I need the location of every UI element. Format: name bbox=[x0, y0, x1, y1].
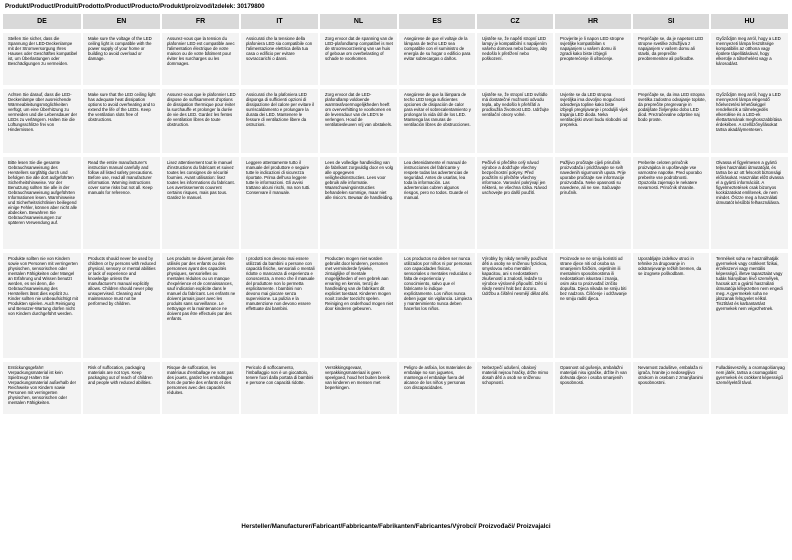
cell-suffocation-es: Peligro de asfixia, los materiales de embalaje no son juguetes, mantenga el embalaje fuera del alcance de los niños y personas con discapacidades. bbox=[398, 362, 476, 414]
cell-heat-si: Prepričajte se, da ima LED stropna svetilka zadostno odvajanje toplote, da preprečite pregrevanje in podaljšate življenjsko dobo LED diod. Prezračevalne odprtine naj bodo proste. bbox=[632, 89, 710, 153]
cell-voltage-en: Make sure the voltage of the LED ceiling light is compatible with the power supply of your home or building to avoid overload or damage. bbox=[82, 33, 161, 85]
cell-voltage-it: Assicurati che la tensione della plafoniera LED sia compatibile con l'alimentazione elettrica della tua casa o edificio per evitare sovraccarichi o danni. bbox=[240, 33, 319, 85]
product-header: Produkt/Product/Produit/Prodotto/Product/Producto/Produkt/proizvod/Izdelek: 30179800 bbox=[5, 3, 265, 10]
cell-suffocation-hu: Fulladásveszély, a csomagolóanyag nem játék, tartsa a csomagolást gyermekek és csökkent képességű személyektől távol. bbox=[710, 362, 789, 414]
cell-manual-it: Leggere attentamente tutto il manuale del produttore e seguire tutte le indicazioni di sicurezza riportate. Prima dell'uso leggere tutte le informazioni. Gli avvisi trattano alcuni rischi, ma non tutti. Conservare il manuale. bbox=[240, 157, 319, 249]
cell-children-es: Los productos no deben ser nunca utilizados por niños ni por personas con capacidades físicas, sensoriales o mentales reducidas o falta de experiencia y conocimiento, salvo que el fabricante lo indique explícitamente. Los niños nunca deben jugar sin vigilancia. Limpieza y mantenimiento nunca deben hacerlos los niños. bbox=[398, 253, 476, 358]
cell-manual-cz: Pečlivě si přečtěte celý návod výrobce a dodržujte všechny bezpečnostní pokyny. Před použitím si přečtěte všechny informace. Varování pokrývají jen některá, ne všechna rizika. Návod uschovejte pro další použití. bbox=[476, 157, 554, 249]
cell-voltage-nl: Zorg ervoor dat de spanning van de LED-plafondlamp compatibel is met de stroomvoorziening van uw huis of gebouw om overbelasting of schade te voorkomen. bbox=[319, 33, 398, 85]
cell-children-fr: Les produits ne doivent jamais être utilisés par des enfants ou des personnes ayant des capacités physiques, sensorielles ou mentales réduites ou un manque d'expérience et de connaissances, sauf indication explicite dans le manuel du fabricant. Les enfants ne doivent jamais jouer avec les produits sans surveillance. Le nettoyage et la maintenance ne doivent pas être effectués par des enfants. bbox=[161, 253, 240, 358]
cell-suffocation-cz: Nebezpečí udušení, obalový materiál nejsou hračky, držte mimo dosah dětí a osob se sníženou schopností. bbox=[476, 362, 554, 414]
cell-voltage-cz: Ujistěte se, že napětí stropní LED lampy je kompatibilní s napájením vašeho domova nebo budovy, aby nedošlo k přetížení nebo poškození. bbox=[476, 33, 554, 85]
table-row bbox=[3, 33, 789, 85]
cell-heat-de: Achten Sie darauf, dass die LED-Deckenlampe über ausreichende Wärmeableitungsmöglichkeiten verfügt, um eine Überhitzung zu vermeiden und die Lebensdauer der LEDs zu verlängern. Halten Sie die Lüftungsschlitze frei von Hindernissen. bbox=[3, 89, 82, 153]
cell-children-cz: Výrobky by nikdy neměly používat děti a osoby se sníženou fyzickou, smyslovou nebo mentální kapacitou, ani s nedostatkem zkušeností a znalostí, ledaže to výrobce výslovně připouští. Děti si nikdy nesmí hrát bez dozoru. Údržbu a čištění nesmějí dělat děti. bbox=[476, 253, 554, 358]
lang-header-en: EN bbox=[82, 14, 161, 29]
manufacturer-footer: Hersteller/Manufacturer/Fabricant/Fabbricante/Fabrikanten/Fabricantes/Výrobcí/ Proizvođači/ Proizvajalci bbox=[241, 523, 551, 530]
cell-manual-fr: Lisez attentivement tout le manuel d'instructions du fabricant et suivez toutes les consignes de sécurité fournies. Avant utilisation: lisez toutes les informations du fabricant. Les avertissements couvrent certains risques, mais pas tous. Gardez le manuel. bbox=[161, 157, 240, 249]
cell-manual-hr: Pažljivo pročitajte cijeli priručnik proizvođača i pridržavajte se svih navedenih sigurnosnih uputa. Prije uporabe pročitajte sve informacije proizvođača. Neke opasnosti su navedene, ali ne sve. Sačuvajte priručnik. bbox=[554, 157, 632, 249]
cell-suffocation-fr: Risque de suffocation, les matériaux d'emballage ne sont pas des jouets, gardez les emballages hors de portée des enfants et des personnes avec des capacités réduites. bbox=[161, 362, 240, 414]
lang-header-fr: FR bbox=[161, 14, 240, 29]
table-row bbox=[3, 89, 789, 153]
cell-suffocation-si: Nevarnost zadušitve, embalaža ni igrača, hranite jo nedosegljivo otrokom in osebam z zmanjšanimi sposobnostmi. bbox=[632, 362, 710, 414]
cell-heat-en: Make sure that the LED ceiling light has adequate heat dissipation options to avoid overheating and to extend the life of the LEDs. Keep the ventilation slots free of obstructions. bbox=[82, 89, 161, 153]
cell-children-en: Products should never be used by children or by persons with reduced physical, sensory or mental abilities or lack of experience and knowledge unless the manufacturer's manual explicitly allows. Children should never play unsupervised. Cleaning and maintenance must not be performed by children. bbox=[82, 253, 161, 358]
cell-voltage-hu: Győződjön meg arról, hogy a LED mennyezeti lámpa feszültsége kompatibilis az otthona vagy épülete tápellátásával, hogy elkerülje a túlterhelést vagy a károsodást. bbox=[710, 33, 789, 85]
cell-manual-en: Read the entire manufacturer's instruction manual carefully and follow all listed safety precautions. Before use, read all manufacturer information. Warning instructions cover some risks but not all. Keep manuals for reference. bbox=[82, 157, 161, 249]
cell-heat-it: Assicurati che la plafoniera LED disponga di sufficienti opzioni di dissipazione del calore per evitare il surriscaldamento e prolungare la durata dei LED. Mantenere le fessure di ventilazione libere da ostruzioni. bbox=[240, 89, 319, 153]
cell-manual-nl: Lees de volledige handleiding van de fabrikant zorgvuldig door en volg alle opgegeven veiligheidsinstructies. Lees voor gebruik alle informatie. Waarschuwingsinstructies behandelen sommige, maar niet alle risico's. Bewaar de handleiding. bbox=[319, 157, 398, 249]
cell-voltage-fr: Assurez-vous que la tension du plafonnier LED est compatible avec l'alimentation électrique de votre maison ou de votre bâtiment pour éviter les surcharges ou les dommages. bbox=[161, 33, 240, 85]
lang-header-it: IT bbox=[240, 14, 319, 29]
lang-header-hu: HU bbox=[710, 14, 789, 29]
cell-voltage-es: Asegúrese de que el voltaje de la lámpara de techo LED sea compatible con el suministro de energía de su hogar o edificio para evitar sobrecargas o daños. bbox=[398, 33, 476, 85]
table-row bbox=[3, 362, 789, 414]
cell-voltage-hr: Provjerite je li napon LED stropne svjetiljke kompatibilan s napajanjem u vašem domu ili zgradi kako biste izbjegli preopterećenje ili oštećenje. bbox=[554, 33, 632, 85]
lang-header-si: SI bbox=[632, 14, 710, 29]
cell-voltage-si: Prepričajte se, da je napetost LED stropne svetilke združljiva z napajanjem v vašem domu ali stavbi, da preprečite preobremenitev ali poškodbe. bbox=[632, 33, 710, 85]
cell-heat-fr: Assurez-vous que le plafonnier LED dispose de suffisamment d'options de dissipation thermique pour éviter la surchauffe et prolonger la durée de vie des LED. Gardez les fentes de ventilation libres de toute obstruction. bbox=[161, 89, 240, 153]
cell-heat-hu: Győződjön meg arról, hogy a LED mennyezeti lámpa elegendő hőelvezetési lehetőséggel rendelkezik a túlmelegedés elkerülése és a LED-ek élettartamának meghosszabbítása érdekében. A szellőzőnyílásokat tartsa akadálymentesen. bbox=[710, 89, 789, 153]
cell-children-nl: Producten mogen niet worden gebruikt door kinderen, personen met verminderde fysieke, zintuiglijke of mentale mogelijkheden of een gebrek aan ervaring en kennis, tenzij de handleiding van de fabrikant dit expliciet toestaat. Kinderen mogen nooit zonder toezicht spelen. Reiniging en onderhoud mogen niet door kinderen gebeuren. bbox=[319, 253, 398, 358]
cell-children-hr: Proizvode se ne smiju koristiti od strane djece niti od osoba sa smanjenim fizičkim, osjetilnim ili mentalnim sposobnostima ili nedostatkom iskustva i znanja, osim ako to proizvođač izričito dopušta. Djeca nikada ne smiju biti bez nadzora. Čišćenje i održavanje ne smiju raditi djeca. bbox=[554, 253, 632, 358]
lang-header-de: DE bbox=[3, 14, 82, 29]
cell-suffocation-en: Risk of suffocation, packaging materials are not toys. Keep packaging out of reach of children and people with reduced abilities. bbox=[82, 362, 161, 414]
table-row bbox=[3, 253, 789, 358]
language-header-row bbox=[3, 14, 789, 29]
lang-header-cz: CZ bbox=[476, 14, 554, 29]
cell-suffocation-de: Erstickungsgefahr! Verpackungsmaterial ist kein Spielzeug! Halten Sie Verpackungsmaterial außerhalb der Reichweite von Kindern sowie Personen mit verringerten physischen, sensorischen oder mentalen Fähigkeiten. bbox=[3, 362, 82, 414]
cell-suffocation-hr: Opasnost od gušenja, ambalažni materijali nisu igračke, držite ih van dohvata djece i osoba smanjenih sposobnosti. bbox=[554, 362, 632, 414]
table-row bbox=[3, 157, 789, 249]
lang-header-nl: NL bbox=[319, 14, 398, 29]
cell-suffocation-nl: Verstikkingsgevaar, verpakkingsmateriaal is geen speelgoed, houd het buiten bereik van kinderen en mensen met beperkingen. bbox=[319, 362, 398, 414]
cell-children-it: I prodotti non devono mai essere utilizzati da bambini o persone con capacità fisiche, sensoriali o mentali ridotte o mancanza di esperienza e conoscenza, a meno che il manuale del produttore non lo permetta esplicitamente. I bambini non devono mai giocare senza supervisione. La pulizia e la manutenzione non devono essere effettuate dai bambini. bbox=[240, 253, 319, 358]
cell-children-de: Produkte sollten nie von Kindern sowie von Personen mit verringerten physischen, sensorischen oder mentalen Fähigkeiten oder Mangel an Erfahrung und Wissen benutzt werden, es sei denn, die Gebrauchsanweisung des Herstellers lässt dies explizit zu. Kinder sollten nie unbeaufsichtigt mit Produkten spielen. Auch Reinigung und Benutzer-Wartung dürfen nicht von Kindern durchgeführt werden. bbox=[3, 253, 82, 358]
cell-heat-es: Asegúrese de que la lámpara de techo LED tenga suficientes opciones de disipación de calor para evitar el sobrecalentamiento y prolongar la vida útil de los LED. Mantenga las ranuras de ventilación libres de obstrucciones. bbox=[398, 89, 476, 153]
cell-manual-es: Lea detenidamente el manual de instrucciones del fabricante y respete todas las advertencias de seguridad. Antes de usarlas, lea toda la información. Las advertencias cubren algunos riesgos, pero no todos. Guarde el manual. bbox=[398, 157, 476, 249]
cell-heat-cz: Ujistěte se, že stropní LED svítidlo má dostatečné možnosti odvodu tepla, aby nedošlo k přehřátí a prodloužila životnost LED. Udržujte ventilační otvory volné. bbox=[476, 89, 554, 153]
lang-header-es: ES bbox=[398, 14, 476, 29]
cell-children-hu: Termékeit soha ne használhatják gyermekek vagy csökkent fizikai, érzékszervi vagy mentális képességű, illetve tapasztalat vagy tudás hiányában lévő személyek, hacsak azt a gyártó használati útmutatója kifejezetten nem engedi meg. A gyermekek soha ne játszanak felügyelet nélkül. Tisztítást és karbantartást gyermekek nem végezhetnek. bbox=[710, 253, 789, 358]
cell-manual-si: Preberite celoten priročnik proizvajalca in upoštevajte vse varnostne napotke. Pred uporabo preberite vse podrobnosti. Opozorila zajemajo le nekatere nevarnosti. Priročnik shranite. bbox=[632, 157, 710, 249]
lang-header-hr: HR bbox=[554, 14, 632, 29]
cell-heat-hr: Uvjerite se da LED stropna svjetiljka ima dovoljno mogućnosti odvođenja topline kako biste izbjegli pregrijavanje i produljili vijek trajanja LED dioda. Neka ventilacijski otvori budu slobodni od prepreka. bbox=[554, 89, 632, 153]
cell-voltage-de: Stellen Sie sicher, dass die Spannung der LED-Deckenlampe mit der Stromversorgung Ihres Hauses oder Geschäftes kompatibel ist, um Überlastungen oder Beschädigungen zu vermeiden. bbox=[3, 33, 82, 85]
cell-heat-nl: Zorg ervoor dat de LED-plafondlamp voldoende warmteafvoermogelijkheden heeft om oververhitting te voorkomen en de levensduur van de LED's te verlengen. Houd de ventilatiesleuven vrij van obstakels. bbox=[319, 89, 398, 153]
cell-suffocation-it: Pericolo di soffocamento, l'imballaggio non è un giocattolo, tenere fuori dalla portata di bambini e persone con capacità ridotte. bbox=[240, 362, 319, 414]
cell-children-si: Uporabljajte izdelkov otroci in tehnike za drugovanje in odstranjevanje težkih bremen, da se izognete poškodbam. bbox=[632, 253, 710, 358]
cell-manual-hu: Olvassa el figyelmesen a gyártó teljes használati útmutatóját, és tartsa be az ott felsorolt biztonsági előírásokat. Használat előtt olvassa el a gyártó információit. A figyelmeztetések csak bizonyos kockázatokat említenek, de nem mindet. Őrizze meg a használati útmutatót későbbi felhasználásra. bbox=[710, 157, 789, 249]
safety-instructions-table bbox=[3, 14, 790, 414]
cell-manual-de: Bitte lesen Sie die gesamte Gebrauchsanweisung des Herstellers sorgfältig durch und befolgen Sie alle dort aufgeführten Sicherheitshinweise. Vor der Benutzung sollten Sie alle in der Gebrauchsanweisung aufgeführten Informationen lesen. Warnhinweise und Sicherheitsrichtlinien beiliegend einige Fehler, können aber nicht alle abdecken. Bewahren Sie Gebrauchsanweisungen zur späteren Verwendung auf. bbox=[3, 157, 82, 249]
